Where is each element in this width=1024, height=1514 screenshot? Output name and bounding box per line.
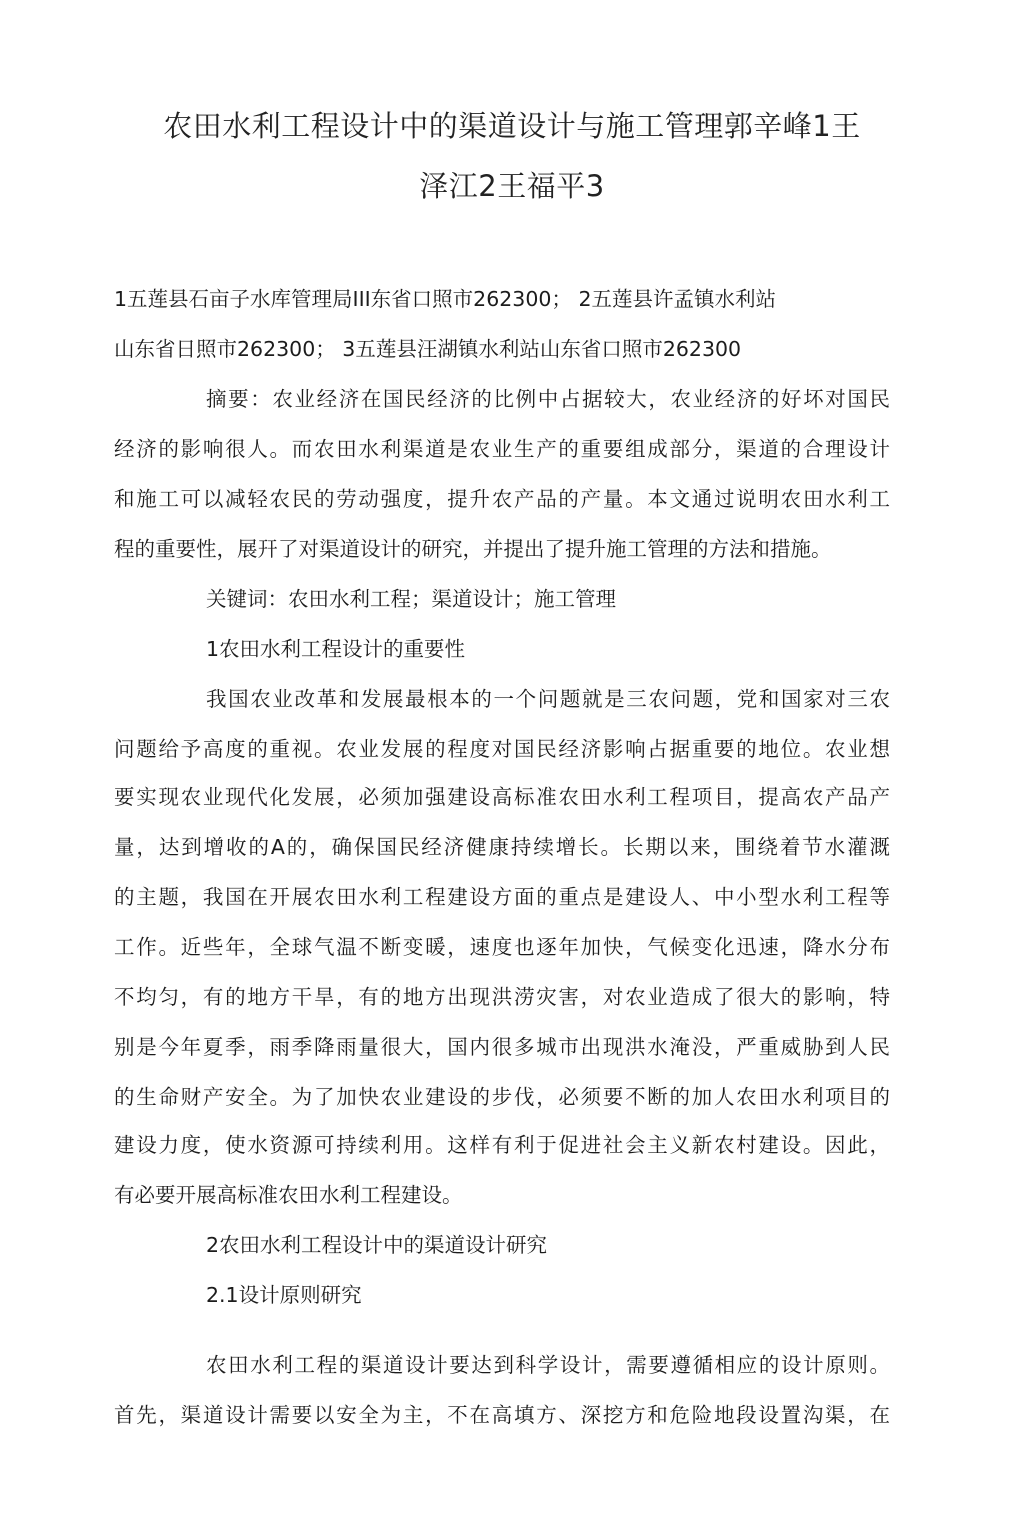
abstract-line: 程的重要性，展幵了对渠道设计的研究，并提出了提升施工管理的方法和措施。 [114,537,832,561]
section-1-heading: 1农田水利工程设计的重要性 [206,637,466,661]
body-line: 的生命财产安全。为了加快农业建设的步伐，必须要不断的加人农田水利项目的 [114,1085,890,1109]
section-2-heading: 2农田水利工程设计中的渠道设计研究 [206,1233,548,1257]
abstract-line: 和施工可以减轻农民的劳动强度，提升农产品的产量。本文通过说明农田水利工 [114,487,890,511]
body-line: 首先，渠道设计需要以安全为主，不在高填方、深挖方和危险地段设置沟渠，在 [114,1403,890,1427]
body-line: 要实现农业现代化发展，必须加强建设高标准农田水利工程项目，提高农产品产 [114,785,890,809]
body-line: 量，达到增收的A的，确保国民经济健康持续增长。长期以来，围绕着节水灌溉 [114,835,890,859]
body-line: 问题给予高度的重视。农业发展的程度对国民经济影响占据重要的地位。农业想 [114,737,890,761]
body-line: 别是今年夏季，雨季降雨量很大，国内很多城市出现洪水淹没，严重威胁到人民 [114,1035,890,1059]
body-line: 我国农业改革和发展最根本的一个问题就是三农问题，党和国家对三农 [206,687,890,711]
body-line: 有必要开展高标准农田水利工程建设。 [114,1183,463,1207]
body-line: 不均匀，有的地方干旱，有的地方出现洪涝灾害，对农业造成了很大的影响，特 [114,985,890,1009]
abstract-line: 经济的影响很人。而农田水利渠道是农业生产的重要组成部分，渠道的合理设计 [114,437,890,461]
body-line: 的主题，我国在开展农田水利工程建设方面的重点是建设人、中小型水利工程等 [114,885,890,909]
keywords: 关键词：农田水利工程；渠道设计；施工管理 [206,587,616,611]
section-2-1-heading: 2.1设计原则研究 [206,1283,362,1307]
affiliation-line-1: 1五莲县石亩子水库管理局III东省口照市262300； 2五莲县许孟镇水利站 [114,287,776,311]
body-line: 农田水利工程的渠道设计要达到科学设计，需要遵循相应的设计原则。 [206,1353,890,1377]
body-line: 建设力度，使水资源可持续利用。这样有利于促进社会主义新农村建设。因此， [114,1133,890,1157]
title-line-1: 农田水利工程设计中的渠道设计与施工管理郭辛峰1王 [163,109,861,143]
body-line: 工作。近些年，全球气温不断变暖，速度也逐年加快，气候变化迅速，降水分布 [114,935,890,959]
title-line-2: 泽江2王福平3 [419,169,605,203]
abstract-line: 摘要：农业经济在国民经济的比例中占据较大，农业经济的好坏对国民 [206,387,890,411]
affiliation-line-2: 山东省日照市262300； 3五莲县汪湖镇水利站山东省口照市262300 [114,337,742,361]
